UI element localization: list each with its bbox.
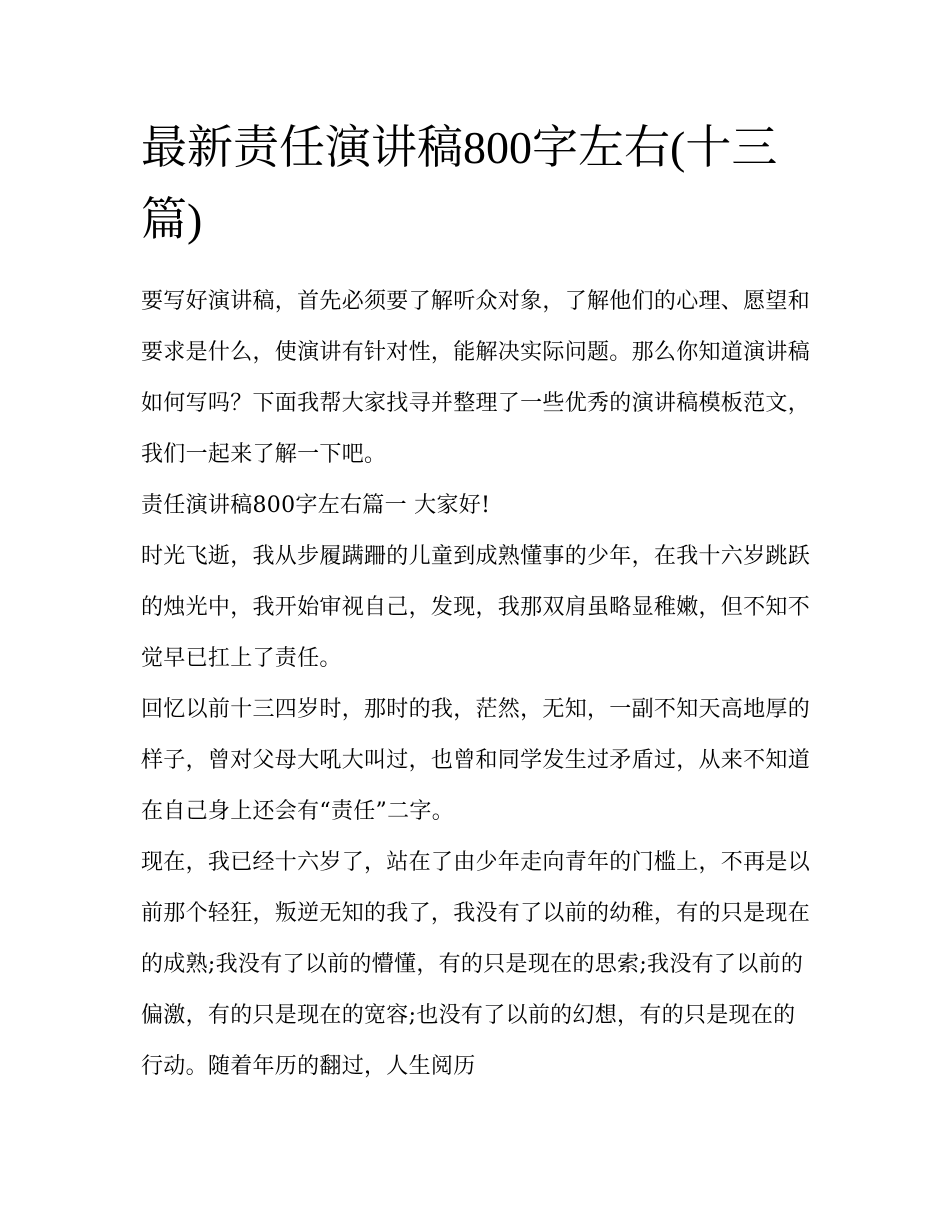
paragraph-section-heading: 责任演讲稿800字左右篇一 大家好! <box>141 493 491 518</box>
document-body <box>141 276 811 1092</box>
document-content <box>141 112 811 1092</box>
paragraph-3: 现在，我已经十六岁了，站在了由少年走向青年的门槛上，不再是以前那个轻狂，叛逆无知的我了，我没有了以前的幼稚，有的只是现在的成熟;我没有了以前的懵懂，有的只是现在的思索;我没有了以前的偏激，有的只是现在的宽容;也没有了以前的幻想，有的只是现在的行动。随着年历的翻过，人生阅历 <box>141 850 811 1079</box>
paragraph-1: 时光飞逝，我从步履蹒跚的儿童到成熟懂事的少年，在我十六岁跳跃的烛光中，我开始审视自己，发现，我那双肩虽略显稚嫩，但不知不觉早已扛上了责任。 <box>141 544 811 671</box>
document-title: 最新责任演讲稿800字左右(十三篇) <box>141 122 778 245</box>
paragraph-intro: 要写好演讲稿，首先必须要了解听众对象，了解他们的心理、愿望和要求是什么，使演讲有针对性，能解决实际问题。那么你知道演讲稿如何写吗？下面我帮大家找寻并整理了一些优秀的演讲稿模板范文，我们一起来了解一下吧。 <box>141 289 811 467</box>
paragraph-2: 回忆以前十三四岁时，那时的我，茫然，无知，一副不知天高地厚的样子，曾对父母大吼大叫过，也曾和同学发生过矛盾过，从来不知道在自己身上还会有“责任”二字。 <box>141 697 811 824</box>
